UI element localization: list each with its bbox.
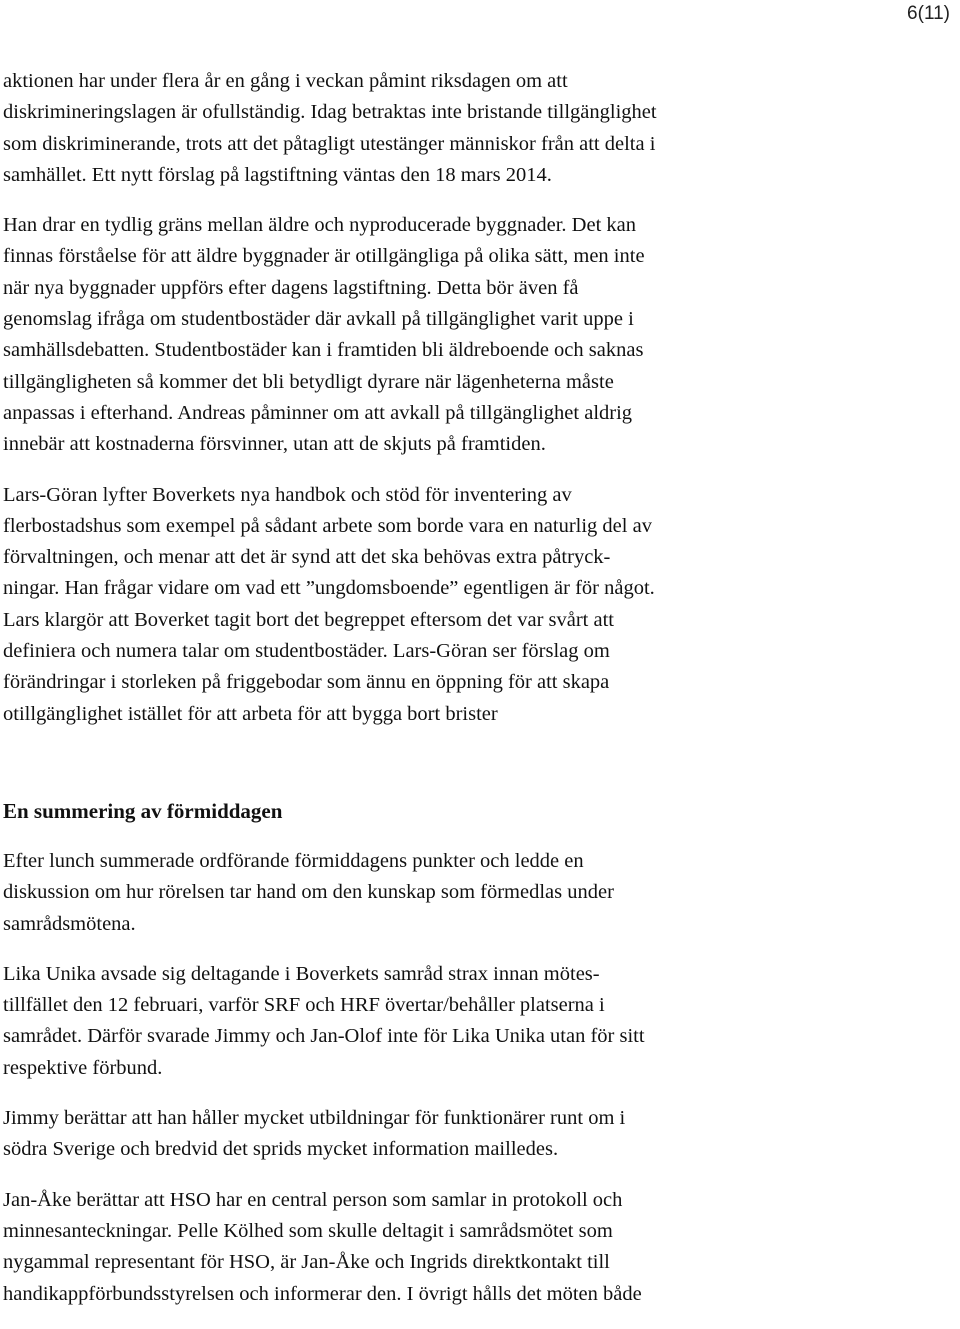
text-line: Lars-Göran lyfter Boverkets nya handbok och stöd för inventering av (3, 483, 572, 506)
text-line: tillgängligheten så kommer det bli betydligt dyrare när lägenheterna måste (3, 370, 614, 393)
text-line: diskrimineringslagen är ofullständig. Idag betraktas inte bristande tillgänglighet (3, 101, 657, 124)
body-paragraph (3, 480, 763, 730)
text-line: tillfället den 12 februari, varför SRF och HRF övertar/behåller platserna i (3, 994, 605, 1017)
text-line: aktionen har under flera år en gång i veckan påmint riksdagen om att (3, 70, 568, 92)
text-line: innebär att kostnaderna försvinner, utan att de skjuts på framtiden. (3, 433, 546, 456)
text-line: Lika Unika avsade sig deltagande i Boverkets samråd strax innan mötes- (3, 962, 600, 985)
text-line: Efter lunch summerade ordförande förmiddagens punkter och ledde en (3, 849, 584, 872)
text-line: samrådet. Därför svarade Jimmy och Jan-Olof inte för Lika Unika utan för sitt (3, 1025, 645, 1048)
text-line: otillgänglighet istället för att arbeta för att bygga bort brister (3, 702, 498, 725)
text-line: genomslag ifråga om studentbostäder där avkall på tillgänglighet varit uppe i (3, 308, 634, 331)
text-line: anpassas i efterhand. Andreas påminner om att avkall på tillgänglighet aldrig (3, 401, 633, 424)
text-line: som diskriminerande, trots att det påtagligt utestänger människor från att delta i (3, 132, 656, 155)
text-line: samrådsmötena. (3, 912, 136, 935)
body-paragraph (3, 1185, 763, 1310)
text-line: definiera och numera talar om studentbostäder. Lars-Göran ser förslag om (3, 640, 610, 663)
text-line: samhället. Ett nytt förslag på lagstiftning väntas den 18 mars 2014. (3, 163, 552, 186)
text-line: handikappförbundsstyrelsen och informerar den. I övrigt hålls det möten både (3, 1282, 642, 1305)
text-line: samhällsdebatten. Studentbostäder kan i framtiden bli äldreboende och saknas (3, 339, 644, 362)
text-line: förvaltningen, och menar att det är synd att det ska behövas extra påtryck- (3, 546, 611, 569)
paragraphs-before (3, 66, 763, 730)
text-line: flerbostadshus som exempel på sådant arbete som borde vara en naturlig del av (3, 514, 652, 537)
text-line: Han drar en tydlig gräns mellan äldre och nyproducerade byggnader. Det kan (3, 214, 636, 237)
text-line: nygammal representant för HSO, är Jan-Åke och Ingrids direktkontakt till (3, 1251, 610, 1274)
body-paragraph (3, 210, 763, 460)
document-body (3, 66, 763, 1329)
text-line: Jan-Åke berättar att HSO har en central person som samlar in protokoll och (3, 1188, 623, 1211)
text-line: södra Sverige och bredvid det sprids mycket information mailledes. (3, 1138, 559, 1161)
body-paragraph (3, 846, 763, 940)
text-line: förändringar i storleken på friggebodar som ännu en öppning för att skapa (3, 671, 610, 694)
text-line: diskussion om hur rörelsen tar hand om den kunskap som förmedlas under (3, 881, 614, 904)
page-number: 6(11) (907, 3, 950, 24)
text-line: när nya byggnader uppförs efter dagens lagstiftning. Detta bör även få (3, 276, 579, 299)
body-paragraph (3, 959, 763, 1084)
paragraphs-after (3, 846, 763, 1310)
text-line: finnas förståelse för att äldre byggnader är otillgängliga på olika sätt, men inte (3, 245, 645, 268)
body-paragraph (3, 66, 763, 191)
text-line: Lars klargör att Boverket tagit bort det begreppet eftersom det var svårt att (3, 608, 614, 631)
body-paragraph (3, 1103, 763, 1166)
section-heading: En summering av förmiddagen (3, 798, 283, 823)
text-line: Jimmy berättar att han håller mycket utbildningar för funktionärer runt om i (3, 1107, 626, 1130)
text-line: respektive förbund. (3, 1056, 163, 1079)
text-line: minnesanteckningar. Pelle Kölhed som skulle deltagit i samrådsmötet som (3, 1219, 613, 1242)
text-line: ningar. Han frågar vidare om vad ett ”ungdomsboende” egentligen är för något. (3, 577, 655, 600)
